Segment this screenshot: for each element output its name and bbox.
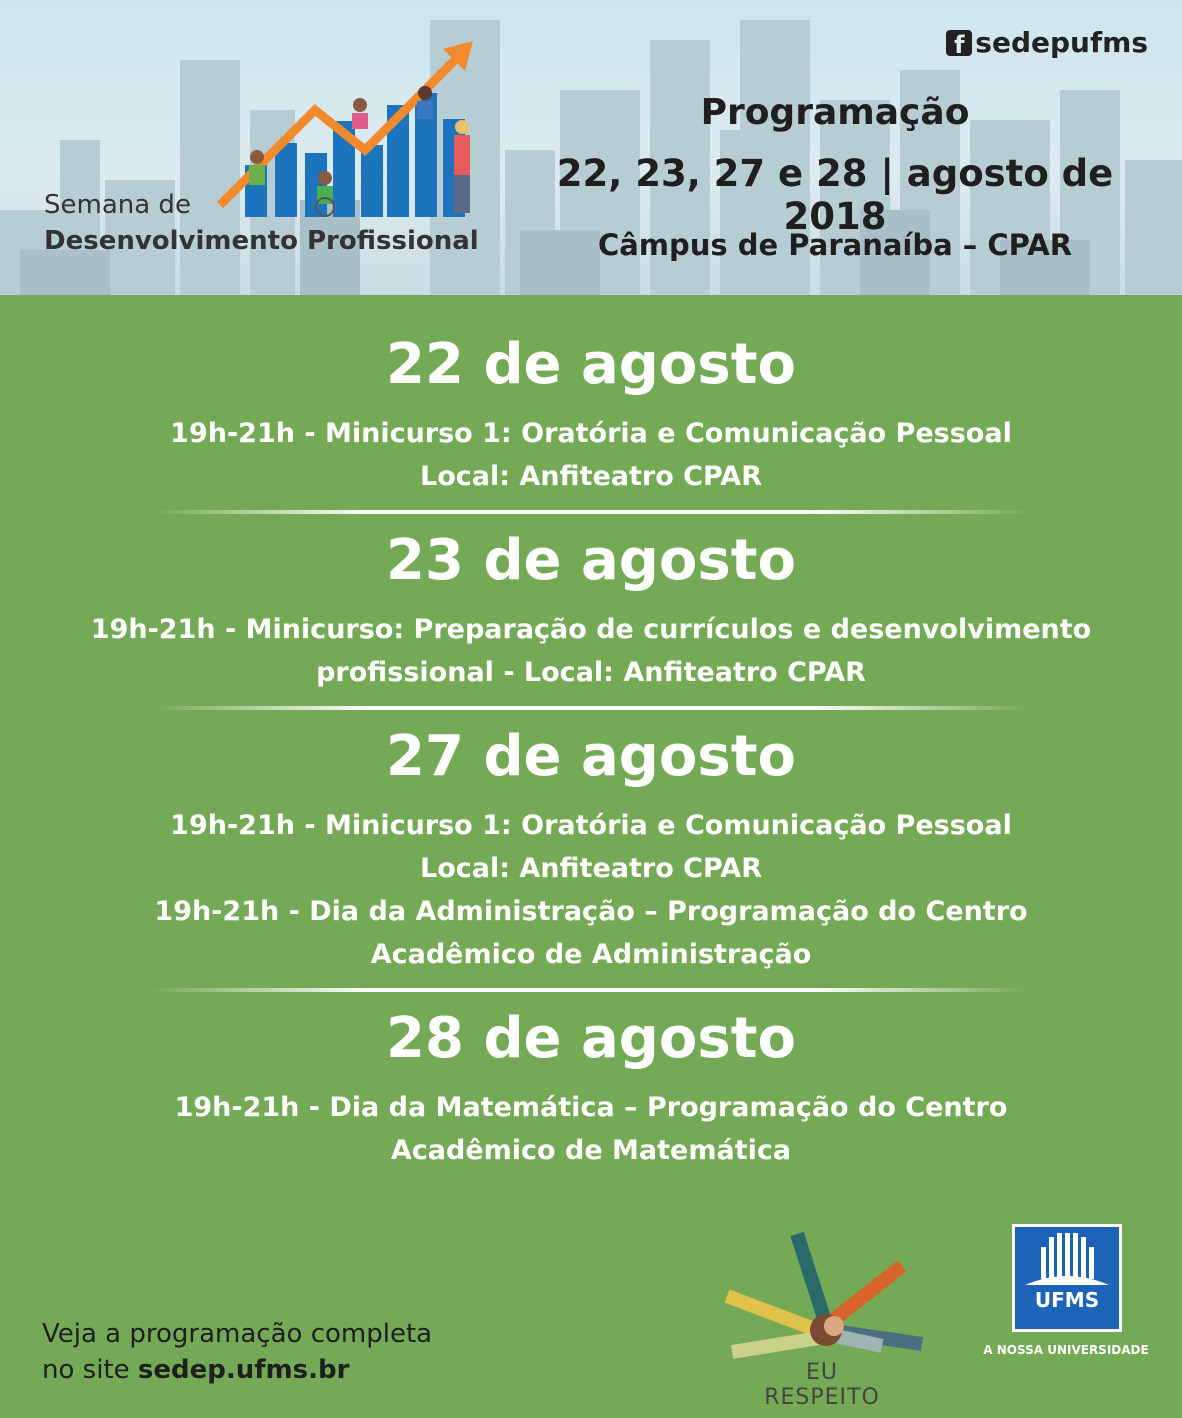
event-line: Acadêmico de Matemática <box>390 1135 792 1166</box>
day-block <box>0 328 1182 498</box>
hands-circle-icon <box>722 1226 932 1366</box>
ufms-building-icon <box>1015 1227 1119 1289</box>
ufms-logo[interactable] <box>1012 1224 1122 1332</box>
event-line: 19h-21h - Dia da Administração – Programação do Centro <box>154 896 1028 927</box>
program-campus: Câmpus de Paranaíba – CPAR <box>597 228 1073 262</box>
divider <box>151 706 1031 710</box>
day-title: 27 de agosto <box>386 724 796 789</box>
ufms-name: UFMS <box>1034 1288 1100 1312</box>
day-block <box>0 524 1182 694</box>
divider <box>151 510 1031 514</box>
facebook-icon: f <box>946 30 972 56</box>
social-handle-text: sedepufms <box>975 26 1148 59</box>
site-link[interactable]: sedep.ufms.br <box>137 1355 350 1385</box>
day-title: 28 de agosto <box>386 1006 796 1071</box>
event-line: Local: Anfiteatro CPAR <box>420 853 762 884</box>
event-line: 19h-21h - Minicurso 1: Oratória e Comunicação Pessoal <box>170 418 1012 449</box>
program-title: Programação <box>700 92 970 133</box>
header <box>0 0 1182 295</box>
day-title: 23 de agosto <box>386 528 796 593</box>
day-block <box>0 720 1182 976</box>
day-block <box>0 1002 1182 1172</box>
divider <box>151 988 1031 992</box>
footer-text <box>42 1316 432 1388</box>
event-line: Local: Anfiteatro CPAR <box>420 461 762 492</box>
schedule <box>0 328 1182 1172</box>
event-line: 19h-21h - Minicurso: Preparação de currículos e desenvolvimento <box>90 614 1092 645</box>
program-dates: 22, 23, 27 e 28 | agosto de 2018 <box>556 152 1114 238</box>
footer-line1: Veja a programação completa <box>42 1319 433 1349</box>
ufms-tagline: A NOSSA UNIVERSIDADE <box>983 1343 1149 1357</box>
growth-chart-icon <box>215 35 485 225</box>
footer-line2-prefix: no site <box>42 1355 138 1385</box>
eu-respeito-label: EU RESPEITO <box>764 1360 880 1410</box>
footer-line2 <box>42 1352 432 1388</box>
event-logo-line2: Desenvolvimento Profissional <box>44 226 479 256</box>
social-handle[interactable] <box>946 26 1148 59</box>
event-line: Acadêmico de Administração <box>370 939 812 970</box>
event-line: 19h-21h - Dia da Matemática – Programação do Centro <box>174 1092 1008 1123</box>
event-line: 19h-21h - Minicurso 1: Oratória e Comunicação Pessoal <box>170 810 1012 841</box>
event-logo-line1: Semana de <box>44 190 191 220</box>
day-title: 22 de agosto <box>386 332 796 397</box>
event-line: profissional - Local: Anfiteatro CPAR <box>316 657 866 688</box>
